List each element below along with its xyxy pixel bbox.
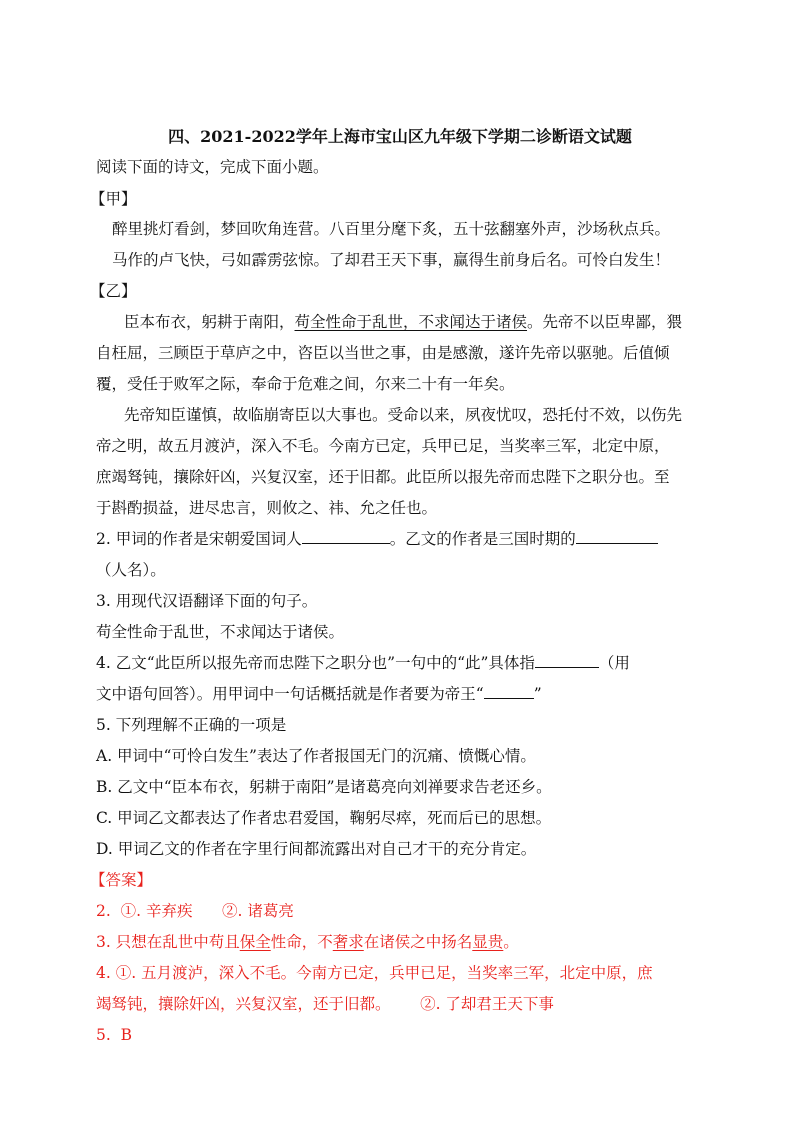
question-4-text-d: ” — [533, 685, 542, 703]
answer-blank[interactable] — [302, 528, 390, 544]
option-b: B. 乙文中“臣本布衣，躬耕于南阳”是诸葛亮向刘禅要求告老还乡。 — [96, 778, 552, 796]
page-title: 四、2021-2022学年上海市宝山区九年级下学期二诊断语文试题 — [168, 127, 632, 146]
yi-p2-line-3: 庶竭驽钝，攘除奸凶，兴复汉室，还于旧都。此臣所以报先帝而忠陛下之职分也。至 — [96, 468, 670, 486]
section-yi-heading: 【乙】 — [90, 282, 137, 300]
answer-3-underlined: 显贵 — [472, 933, 504, 951]
answer-3-underlined: 保全 — [239, 933, 271, 951]
answer-2: 2. ①. 辛弃疾 ②. 诸葛亮 — [96, 902, 294, 920]
yi-p1-line-1 — [124, 311, 682, 333]
answer-4-line-1: 4. ①. 五月渡泸，深入不毛。今南方已定，兵甲已足，当奖率三军，北定中原，庶 — [96, 964, 653, 982]
answer-3-part: 。 — [503, 933, 519, 951]
yi-underlined-sentence: 苟全性命于乱世，不求闻达于诸侯 — [294, 313, 528, 331]
question-3: 3. 用现代汉语翻译下面的句子。 — [96, 592, 318, 610]
yi-p1-end: 。先帝不以臣卑鄙，猥 — [527, 313, 683, 331]
option-a: A. 甲词中“可怜白发生”表达了作者报国无门的沉痛、愤慨心情。 — [96, 747, 536, 765]
question-4-text-c: 文中语句回答）。用甲词中一句话概括就是作者要为帝王“ — [96, 685, 484, 703]
answer-blank[interactable] — [576, 528, 658, 544]
answer-blank[interactable] — [484, 683, 534, 699]
yi-p2-line-4: 于斟酌损益，进尽忠言，则攸之、祎、允之任也。 — [96, 499, 438, 517]
option-c: C. 甲词乙文都表达了作者忠君爱国，鞠躬尽瘁，死而后已的思想。 — [96, 809, 552, 827]
answer-blank[interactable] — [535, 652, 599, 668]
answer-3-underlined: 奢求 — [332, 933, 364, 951]
question-2-text-b: 。乙文的作者是三国时期的 — [389, 530, 576, 548]
question-4-line-2 — [96, 683, 542, 705]
question-3-sentence: 苟全性命于乱世，不求闻达于诸侯。 — [96, 623, 345, 641]
question-4-text-b: （用 — [598, 654, 630, 672]
answer-heading: 【答案】 — [90, 871, 153, 889]
question-5: 5. 下列理解不正确的一项是 — [96, 716, 287, 734]
question-2 — [96, 528, 658, 550]
yi-p1-line-2: 自枉屈，三顾臣于草庐之中，咨臣以当世之事，由是感激，遂许先帝以驱驰。后值倾 — [96, 344, 670, 362]
section-jia-heading: 【甲】 — [90, 190, 137, 208]
answer-3-part: 在诸侯之中扬名 — [363, 933, 473, 951]
question-4 — [96, 652, 630, 674]
answer-4-line-2: 竭驽钝，攘除奸凶，兴复汉室，还于旧都。 ②. 了却君王天下事 — [96, 995, 554, 1013]
instruction-text: 阅读下面的诗文，完成下面小题。 — [96, 158, 329, 176]
answer-5: 5. B — [96, 1026, 133, 1044]
yi-p2-line-1: 先帝知臣谨慎，故临崩寄臣以大事也。受命以来，夙夜忧叹，恐托付不效，以伤先 — [124, 406, 683, 424]
answer-3-part: 3. 只想在乱世中苟且 — [96, 933, 240, 951]
jia-line-1: 醉里挑灯看剑，梦回吹角连营。八百里分麾下炙，五十弦翻塞外声，沙场秋点兵。 — [112, 220, 671, 238]
question-2-text-c: （人名）。 — [96, 561, 166, 579]
question-4-text-a: 4. 乙文“此臣所以报先帝而忠陛下之职分也”一句中的“此”具体指 — [96, 654, 535, 672]
yi-p1-start: 臣本布衣，躬耕于南阳， — [124, 313, 295, 331]
option-d: D. 甲词乙文的作者在字里行间都流露出对自己才干的充分肯定。 — [96, 840, 537, 858]
question-2-text-a: 2. 甲词的作者是宋朝爱国词人 — [96, 530, 302, 548]
yi-p1-line-3: 覆，受任于败军之际，奉命于危难之间，尔来二十有一年矣。 — [96, 375, 515, 393]
answer-3 — [96, 931, 519, 953]
jia-line-2: 马作的卢飞快，弓如霹雳弦惊。了却君王天下事，赢得生前身后名。可怜白发生！ — [112, 251, 671, 269]
yi-p2-line-2: 帝之明，故五月渡泸，深入不毛。今南方已定，兵甲已足，当奖率三军，北定中原， — [96, 437, 670, 455]
answer-3-part: 性命，不 — [270, 933, 333, 951]
